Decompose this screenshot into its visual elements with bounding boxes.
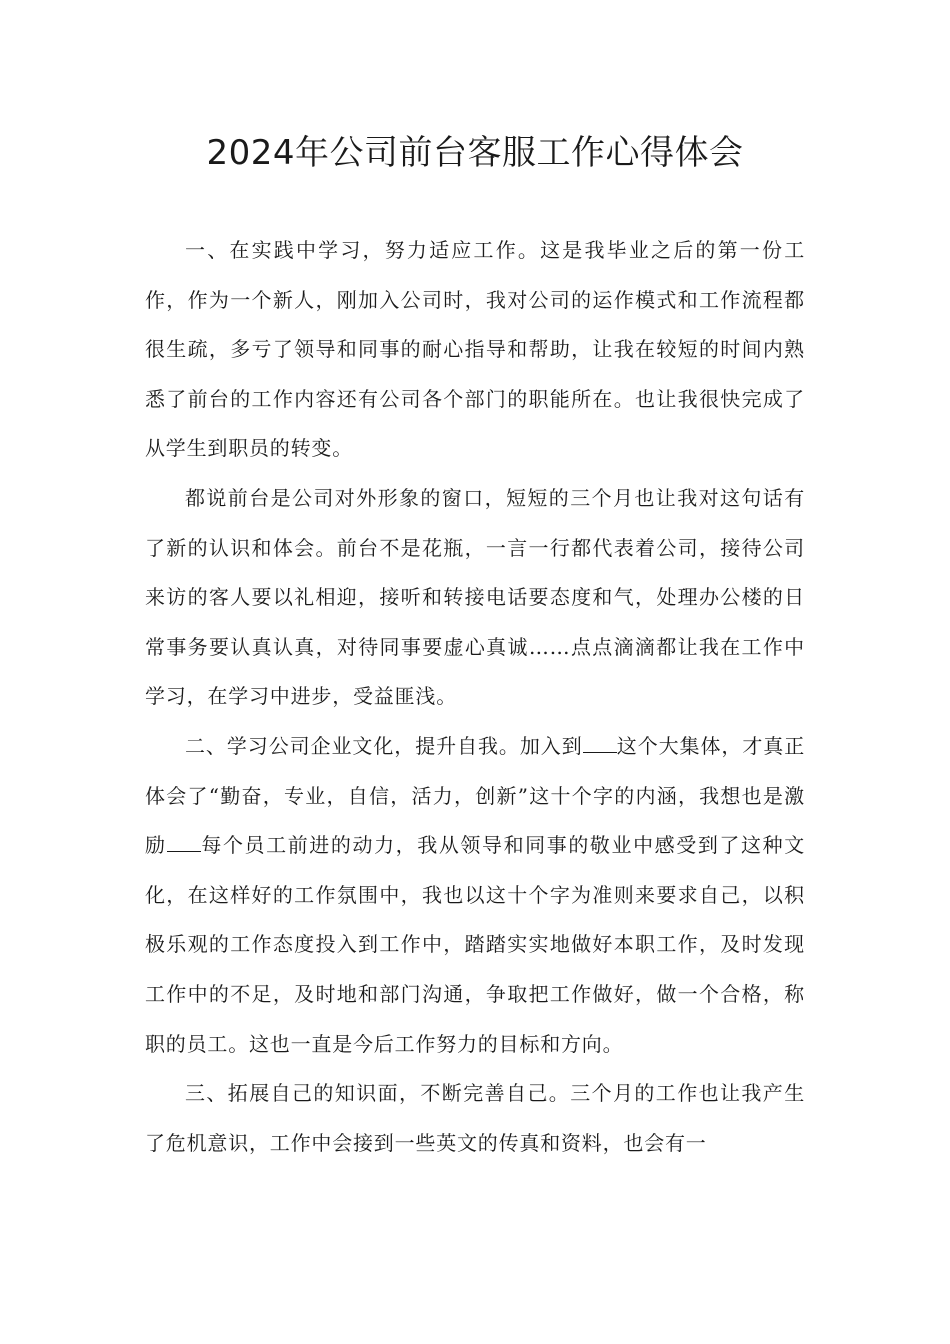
blank-underline — [167, 833, 201, 852]
paragraph-3-segment-1: 二、学习公司企业文化，提升自我。加入到 — [185, 733, 583, 758]
paragraph-3 — [145, 722, 805, 1069]
paragraph-3-segment-3: 每个员工前进的动力，我从领导和同事的敬业中感受到了这种文化，在这样好的工作氛围中，我也以这十个字为准则来要求自己，以积极乐观的工作态度投入到工作中，踏踏实实地做好本职工作，及时发现工作中的不足，及时地和部门沟通，争取把工作做好，做一个合格，称职的员工。这也一直是今后工作努力的目标和方向。 — [145, 833, 805, 1056]
paragraph-1: 一、在实践中学习，努力适应工作。这是我毕业之后的第一份工作，作为一个新人，刚加入公司时，我对公司的运作模式和工作流程都很生疏，多亏了领导和同事的耐心指导和帮助，让我在较短的时间内熟悉了前台的工作内容还有公司各个部门的职能所在。也让我很快完成了从学生到职员的转变。 — [145, 238, 805, 461]
document-title: 2024年公司前台客服工作心得体会 — [206, 133, 744, 173]
paragraph-2: 都说前台是公司对外形象的窗口，短短的三个月也让我对这句话有了新的认识和体会。前台不是花瓶，一言一行都代表着公司，接待公司来访的客人要以礼相迎，接听和转接电话要态度和气，处理办公楼的日常事务要认真认真，对待同事要虚心真诚……点点滴滴都让我在工作中学习，在学习中进步，受益匪浅。 — [145, 485, 805, 709]
document-body — [145, 226, 805, 1168]
paragraph-3-segment-2: 这个大集体，才真正体会了“勤奋，专业，自信，活力，创新”这十个字的内涵，我想也是激励 — [145, 733, 805, 858]
blank-underline — [583, 734, 617, 753]
paragraph-4: 三、拓展自己的知识面，不断完善自己。三个月的工作也让我产生了危机意识，工作中会接到一些英文的传真和资料，也会有一 — [145, 1081, 805, 1155]
